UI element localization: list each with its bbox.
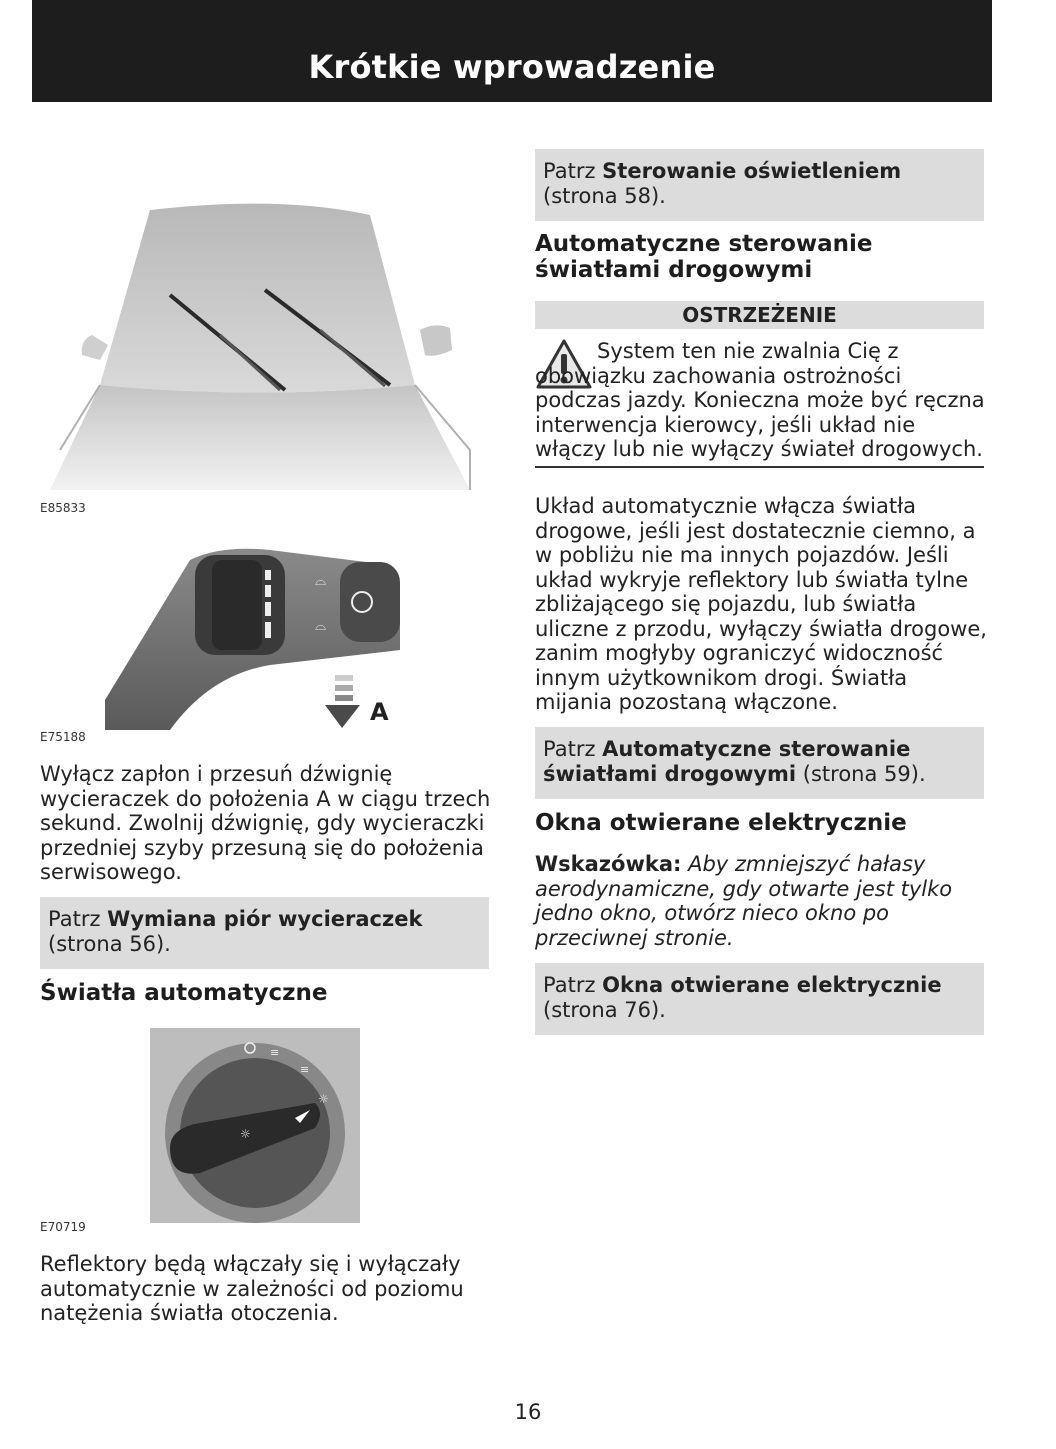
warning-title: OSTRZEŻENIE (535, 301, 984, 329)
ref-suffix: (strona 56). (48, 931, 171, 956)
figure-code-stalk: E75188 (40, 730, 86, 744)
ref-link-wipers[interactable]: Wymiana piór wycieraczek (107, 907, 423, 931)
svg-text:☼: ☼ (240, 1127, 251, 1141)
auto-lights-paragraph: Reflektory będą włączały się i wyłączały automatycznie w zależności od poziomu natężenia światła otoczenia. (40, 1252, 464, 1325)
ref-windows-box (535, 963, 984, 1035)
tip-text: Aby zmniejszyć hałasy aerodynamiczne, gdy otwarte jest tylko jedno okno, otwórz nieco okno po przeciwnej stronie. (535, 852, 953, 950)
ref-suffix: (strona 58). (543, 183, 666, 208)
tip-note (535, 852, 987, 950)
figure-code-wipers: E85833 (40, 501, 86, 515)
svg-text:☼: ☼ (318, 1092, 329, 1106)
stalk-position-label: A (370, 698, 389, 726)
ref-prefix: Patrz (48, 907, 101, 931)
ref-suffix: (strona 59). (802, 761, 926, 786)
ref-link-high-beam[interactable]: Automatyczne sterowanie światłami drogowymi (543, 737, 911, 786)
svg-text:⌓: ⌓ (315, 618, 327, 634)
high-beam-paragraph: Układ automatycznie włącza światła drogowe, jeśli jest dostatecznie ciemno, a w pobliżu nie ma innych pojazdów. Jeśli układ wykryje reflektory lub światła tylne zbliżającego się pojazdu, lub światła uliczne z przodu, wyłączy światła drogowe, zanim mogłyby ograniczyć widoczność innym użytkownikom drogi. Światła mijania pozostaną włączone. (535, 494, 987, 714)
svg-text:⌓: ⌓ (315, 573, 327, 589)
wiper-service-paragraph: Wyłącz zapłon i przesuń dźwignię wycieraczek do położenia A w ciągu trzech sekund. Zwolnij dźwignię, gdy wycieraczki przedniej szyby przesuną się do położenia serwisowego. (40, 762, 491, 884)
page-number: 16 (514, 1400, 542, 1424)
ref-prefix: Patrz (543, 973, 596, 997)
tip-label: Wskazówka: (535, 852, 682, 876)
page-title: Krótkie wprowadzenie (308, 48, 716, 86)
warning-text: System ten nie zwalnia Cię z obowiązku zachowania ostrożności podczas jazdy. Konieczna może być ręczna interwencja kierowcy, jeśli układ nie włączy lub nie wyłączy świateł drogowych. (535, 339, 985, 461)
wiper-stalk-illustration (100, 540, 400, 730)
ref-prefix: Patrz (543, 737, 596, 761)
warning-divider (535, 466, 984, 468)
heading-windows: Okna otwierane elektrycznie (535, 810, 907, 836)
ref-high-beam-box (535, 727, 984, 799)
figure-code-light-switch: E70719 (40, 1220, 86, 1234)
ref-wipers-box (40, 897, 489, 969)
ref-prefix: Patrz (543, 159, 596, 183)
ref-suffix: (strona 76). (543, 997, 666, 1022)
light-switch-illustration (150, 1028, 360, 1223)
heading-high-beam: Automatyczne sterowanie światłami drogowymi (535, 231, 873, 283)
ref-link-windows[interactable]: Okna otwierane elektrycznie (602, 973, 942, 997)
svg-text:≡: ≡ (300, 1063, 310, 1076)
wiper-illustration (40, 150, 480, 495)
page-header (32, 0, 992, 102)
heading-auto-lights: Światła automatyczne (40, 980, 328, 1006)
ref-link-lighting[interactable]: Sterowanie oświetleniem (602, 159, 902, 183)
svg-text:≡: ≡ (270, 1046, 280, 1059)
ref-lighting-box (535, 149, 984, 221)
